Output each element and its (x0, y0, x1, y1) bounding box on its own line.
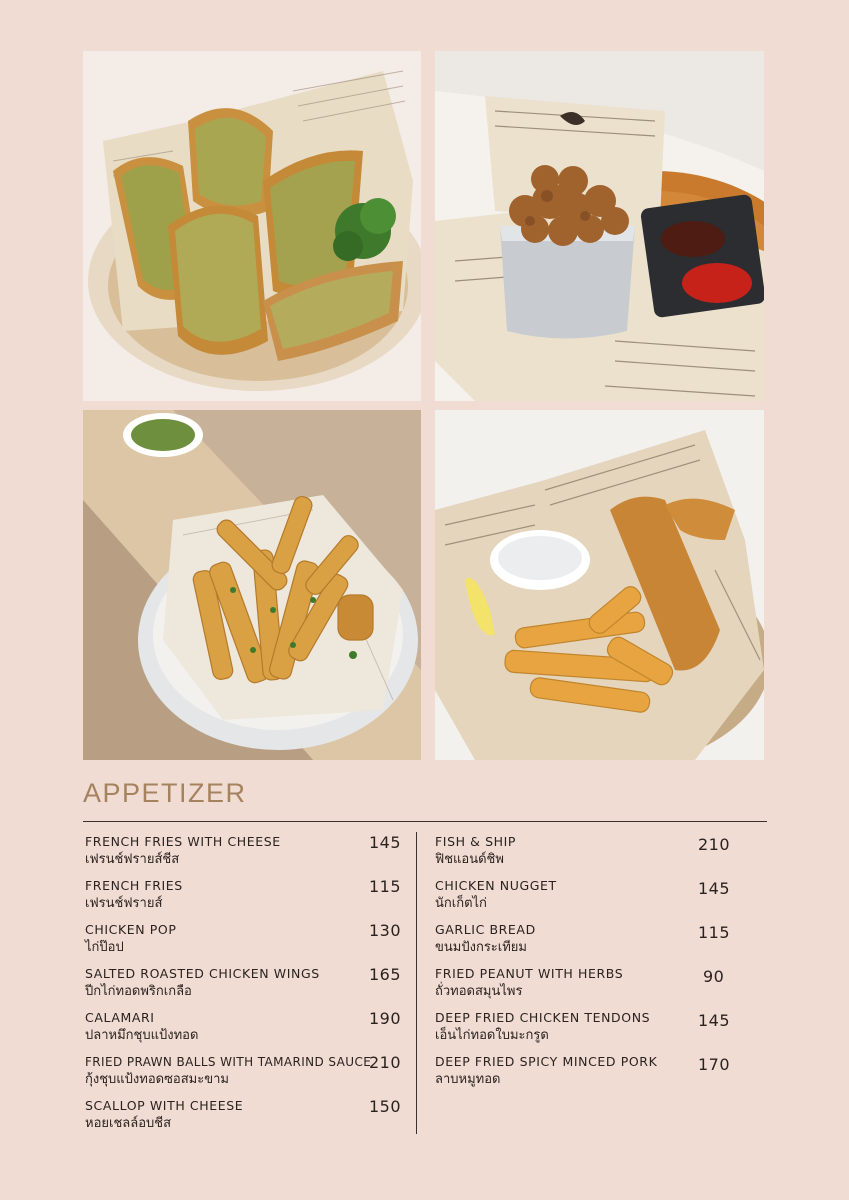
item-price: 115 (369, 877, 402, 896)
item-price: 150 (369, 1097, 402, 1116)
item-name-th: หอยเชลล์อบชีส (85, 1116, 172, 1131)
menu-item (435, 1052, 735, 1096)
menu-item (435, 964, 735, 1008)
item-name-en: SALTED ROASTED CHICKEN WINGS (85, 966, 320, 981)
item-name-en: CALAMARI (85, 1010, 155, 1025)
item-name-en: CHICKEN NUGGET (435, 878, 557, 893)
menu-column-left (85, 832, 401, 1140)
garlic-bread-photo (83, 51, 421, 401)
item-name-en: FRENCH FRIES (85, 878, 183, 893)
item-name-th: เฟรนช์ฟรายส์ (85, 896, 163, 911)
menu-item (435, 920, 735, 964)
item-price: 170 (698, 1055, 731, 1074)
french-fries-photo (83, 410, 421, 760)
item-name-th: เฟรนช์ฟรายส์ชีส (85, 852, 180, 867)
item-name-en: DEEP FRIED SPICY MINCED PORK (435, 1054, 658, 1069)
menu-item (85, 876, 401, 920)
menu-column-right (435, 832, 735, 1096)
menu-item (435, 876, 735, 920)
item-name-th: ลาบหมูทอด (435, 1072, 501, 1087)
item-price: 210 (369, 1053, 402, 1072)
item-name-en: GARLIC BREAD (435, 922, 536, 937)
item-price: 145 (698, 879, 731, 898)
item-price: 190 (369, 1009, 402, 1028)
item-name-th: ไก่ป๊อป (85, 940, 124, 955)
item-price: 115 (698, 923, 731, 942)
item-name-en: FISH & SHIP (435, 834, 517, 849)
menu-item (85, 1052, 401, 1096)
item-name-en: CHICKEN POP (85, 922, 177, 937)
menu-item (85, 832, 401, 876)
menu-item (85, 1096, 401, 1140)
chicken-pop-photo (435, 51, 764, 401)
column-divider (416, 832, 417, 1134)
title-divider (83, 821, 767, 822)
fish-and-chips-photo (435, 410, 764, 760)
item-price: 130 (369, 921, 402, 940)
item-price: 145 (369, 833, 402, 852)
item-name-th: นักเก็ตไก่ (435, 896, 487, 911)
item-name-th: เอ็นไก่ทอดใบมะกรูด (435, 1028, 549, 1043)
item-name-th: ขนมปังกระเทียม (435, 940, 527, 955)
menu-item (435, 832, 735, 876)
item-name-en: FRIED PRAWN BALLS WITH TAMARIND SAUCE (85, 1055, 372, 1069)
item-name-th: ฟิชแอนด์ชิพ (435, 852, 504, 867)
item-name-en: FRIED PEANUT WITH HERBS (435, 966, 624, 981)
item-price: 210 (698, 835, 731, 854)
section-title: APPETIZER (83, 778, 247, 808)
menu-item (85, 920, 401, 964)
item-name-en: FRENCH FRIES WITH CHEESE (85, 834, 281, 849)
item-price: 90 (703, 967, 725, 986)
item-name-th: กุ้งชุบแป้งทอดซอสมะขาม (85, 1072, 229, 1087)
menu-item (435, 1008, 735, 1052)
item-name-th: ปีกไก่ทอดพริกเกลือ (85, 984, 192, 999)
item-name-th: ถั่วทอดสมุนไพร (435, 984, 523, 999)
item-name-th: ปลาหมึกชุบแป้งทอด (85, 1028, 199, 1043)
item-price: 165 (369, 965, 402, 984)
item-name-en: SCALLOP WITH CHEESE (85, 1098, 244, 1113)
item-price: 145 (698, 1011, 731, 1030)
menu-item (85, 964, 401, 1008)
item-name-en: DEEP FRIED CHICKEN TENDONS (435, 1010, 651, 1025)
menu-item (85, 1008, 401, 1052)
